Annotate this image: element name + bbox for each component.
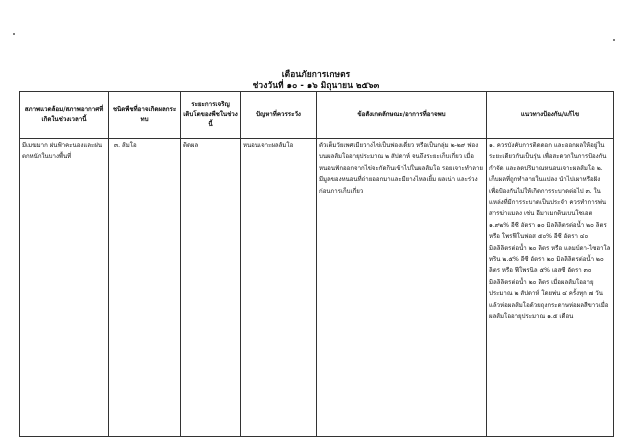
scan-speck [13, 33, 15, 35]
cell-symptoms: ตัวเต็มวัยเพศเมียวางไข่เป็นฟองเดี่ยว หรือเป็นกลุ่ม ๒-๒๙ ฟอง บนผลส้มโออายุประมาณ ๒ สัปดาห์ จนถึงระยะเก็บเกี่ยว เมื่อหนอนฟักออกจากไข่จะกัดกินเข้าไปในผลส้มโอ รอยเจาะทำลายมีมูลของหนอนที่ถ่ายออกมาและมียางไหลเยิ้ม ผลเน่า และร่วงก่อนการเก็บเกี่ยว [317, 139, 487, 437]
cell-prevention: ๑. ควรบังคับการติดดอก และออกผลให้อยู่ในระยะเดียวกันเป็นรุ่น เพื่อสะดวกในการป้องกันกำจัด และลดปริมาณหนอนเจาะผลส้มโอ ๒. เก็บผลที่ถูกทำลายในแปลง นำไปเผาหรือฝัง เพื่อป้องกันไม่ให้เกิดการระบาดต่อไป ๓. ในแหล่งที่มีการระบาดเป็นประจำ ควรทำการพ่นสารฆ่าแมลง เช่น อีมาเมกตินเบนโซเอต ๑.๙๒% อีซี อัตรา ๑๐ มิลลิลิตรต่อน้ำ ๒๐ ลิตร หรือ โพรฟีโนฟอส ๕๐% อีซี อัตรา ๔๐ มิลลิลิตรต่อน้ำ ๒๐ ลิตร หรือ แลมบ์ดา-ไซฮาโลทริน ๒.๕% อีซี อัตรา ๒๐ มิลลิลิตรต่อน้ำ ๒๐ ลิตร หรือ ฟีโพรนิล ๕% เอสซี อัตรา ๓๐ มิลลิลิตรต่อน้ำ ๒๐ ลิตร เมื่อผลส้มโออายุประมาณ ๒ สัปดาห์ โดยพ่น ๔ ครั้งทุก ๗ วัน แล้วห่อผลส้มโอด้วยถุงกระดาษห่อผลสีขาวเมื่อผลส้มโออายุประมาณ ๑.๕ เดือน [487, 139, 614, 437]
cell-growth-stage: ติดผล [181, 139, 241, 437]
header-symptoms: ข้อสังเกตลักษณะ/อาการที่อาจพบ [317, 92, 487, 139]
header-crop: ชนิดพืชที่อาจเกิดผลกระทบ [109, 92, 181, 139]
scan-speck [613, 39, 615, 41]
pest-warning-table [19, 91, 614, 437]
table-row [20, 139, 614, 437]
header-prevention: แนวทางป้องกัน/แก้ไข [487, 92, 614, 139]
cell-crop: ๓. ส้มโอ [109, 139, 181, 437]
table-header-row [20, 92, 614, 139]
cell-problem: หนอนเจาะผลส้มโอ [241, 139, 317, 437]
cell-environment: มีเมฆมาก ฝนฟ้าคะนองและฝนตกหนักในบางพื้นที่ [20, 139, 109, 437]
header-problem: ปัญหาที่ควรระวัง [241, 92, 317, 139]
header-environment: สภาพแวดล้อม/สภาพอากาศที่เกิดในช่วงเวลานี้ [20, 92, 109, 139]
document-subtitle: ช่วงวันที่ ๑๐ - ๑๖ มิถุนายน ๒๕๖๓ [252, 80, 380, 90]
document-title: เตือนภัยการเกษตร [281, 69, 351, 79]
header-growth-stage: ระยะการเจริญเติบโตของพืชในช่วงนี้ [181, 92, 241, 139]
